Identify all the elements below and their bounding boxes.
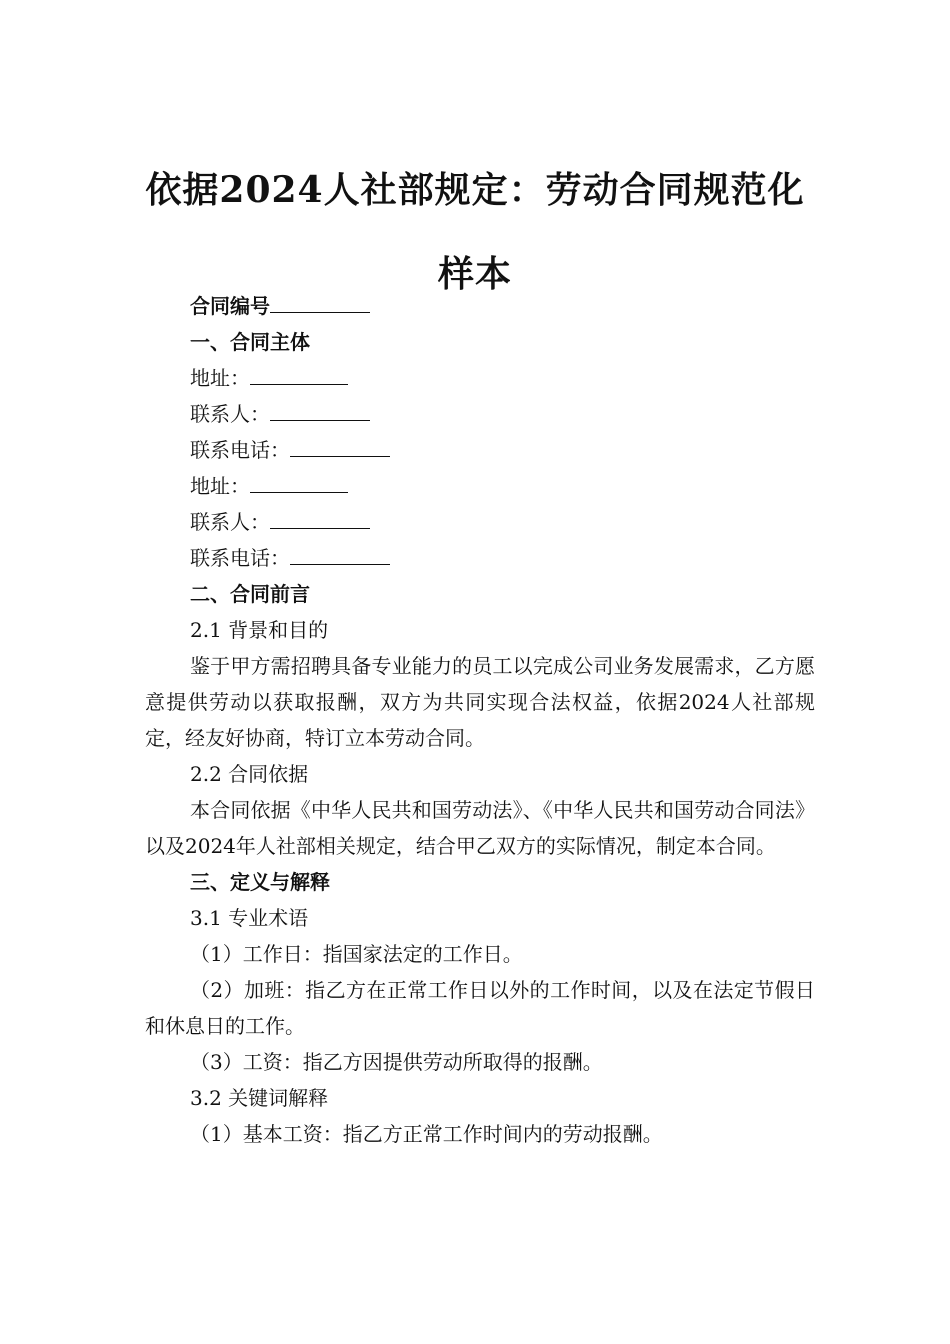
paragraph-2-1: 鉴于甲方需招聘具备专业能力的员工以完成公司业务发展需求，乙方愿意提供劳动以获取报酬，双方为共同实现合法权益，依据2024人社部规定，经友好协商，特订立本劳动合同。 — [145, 654, 815, 750]
address-blank[interactable] — [250, 468, 348, 493]
document-title: 依据2024人社部规定：劳动合同规范化样本 — [145, 169, 805, 295]
term-item-1: （1）工作日：指国家法定的工作日。 — [190, 942, 523, 966]
party-a-phone-line — [145, 432, 815, 468]
address-label: 地址： — [190, 474, 250, 498]
term-item-3: （3）工资：指乙方因提供劳动所取得的报酬。 — [190, 1050, 603, 1074]
contract-number-line — [145, 288, 815, 324]
contract-number-blank[interactable] — [270, 288, 370, 313]
term-item-2: （2）加班：指乙方在正常工作日以外的工作时间，以及在法定节假日和休息日的工作。 — [145, 978, 815, 1038]
party-a-contact-line — [145, 396, 815, 432]
section-2-heading: 二、合同前言 — [190, 582, 310, 606]
subsection-2-1-heading: 2.1 背景和目的 — [190, 618, 329, 642]
subsection-3-2-heading: 3.2 关键词解释 — [190, 1086, 329, 1110]
contract-number-label: 合同编号 — [190, 294, 270, 318]
address-label: 地址： — [190, 366, 250, 390]
contact-blank[interactable] — [270, 396, 370, 421]
contact-blank[interactable] — [270, 504, 370, 529]
document-body — [145, 288, 815, 1152]
party-a-address-line — [145, 360, 815, 396]
phone-blank[interactable] — [290, 432, 390, 457]
party-b-address-line — [145, 468, 815, 504]
party-b-phone-line — [145, 540, 815, 576]
contact-label: 联系人： — [190, 510, 270, 534]
paragraph-2-2: 本合同依据《中华人民共和国劳动法》、《中华人民共和国劳动合同法》以及2024年人社部相关规定，结合甲乙双方的实际情况，制定本合同。 — [145, 798, 815, 858]
subsection-2-2-heading: 2.2 合同依据 — [190, 762, 309, 786]
phone-blank[interactable] — [290, 540, 390, 565]
keyword-item-1: （1）基本工资：指乙方正常工作时间内的劳动报酬。 — [190, 1122, 663, 1146]
section-3-heading: 三、定义与解释 — [190, 870, 330, 894]
phone-label: 联系电话： — [190, 546, 290, 570]
party-b-contact-line — [145, 504, 815, 540]
contact-label: 联系人： — [190, 402, 270, 426]
section-1-heading: 一、合同主体 — [190, 330, 310, 354]
address-blank[interactable] — [250, 360, 348, 385]
subsection-3-1-heading: 3.1 专业术语 — [190, 906, 309, 930]
phone-label: 联系电话： — [190, 438, 290, 462]
